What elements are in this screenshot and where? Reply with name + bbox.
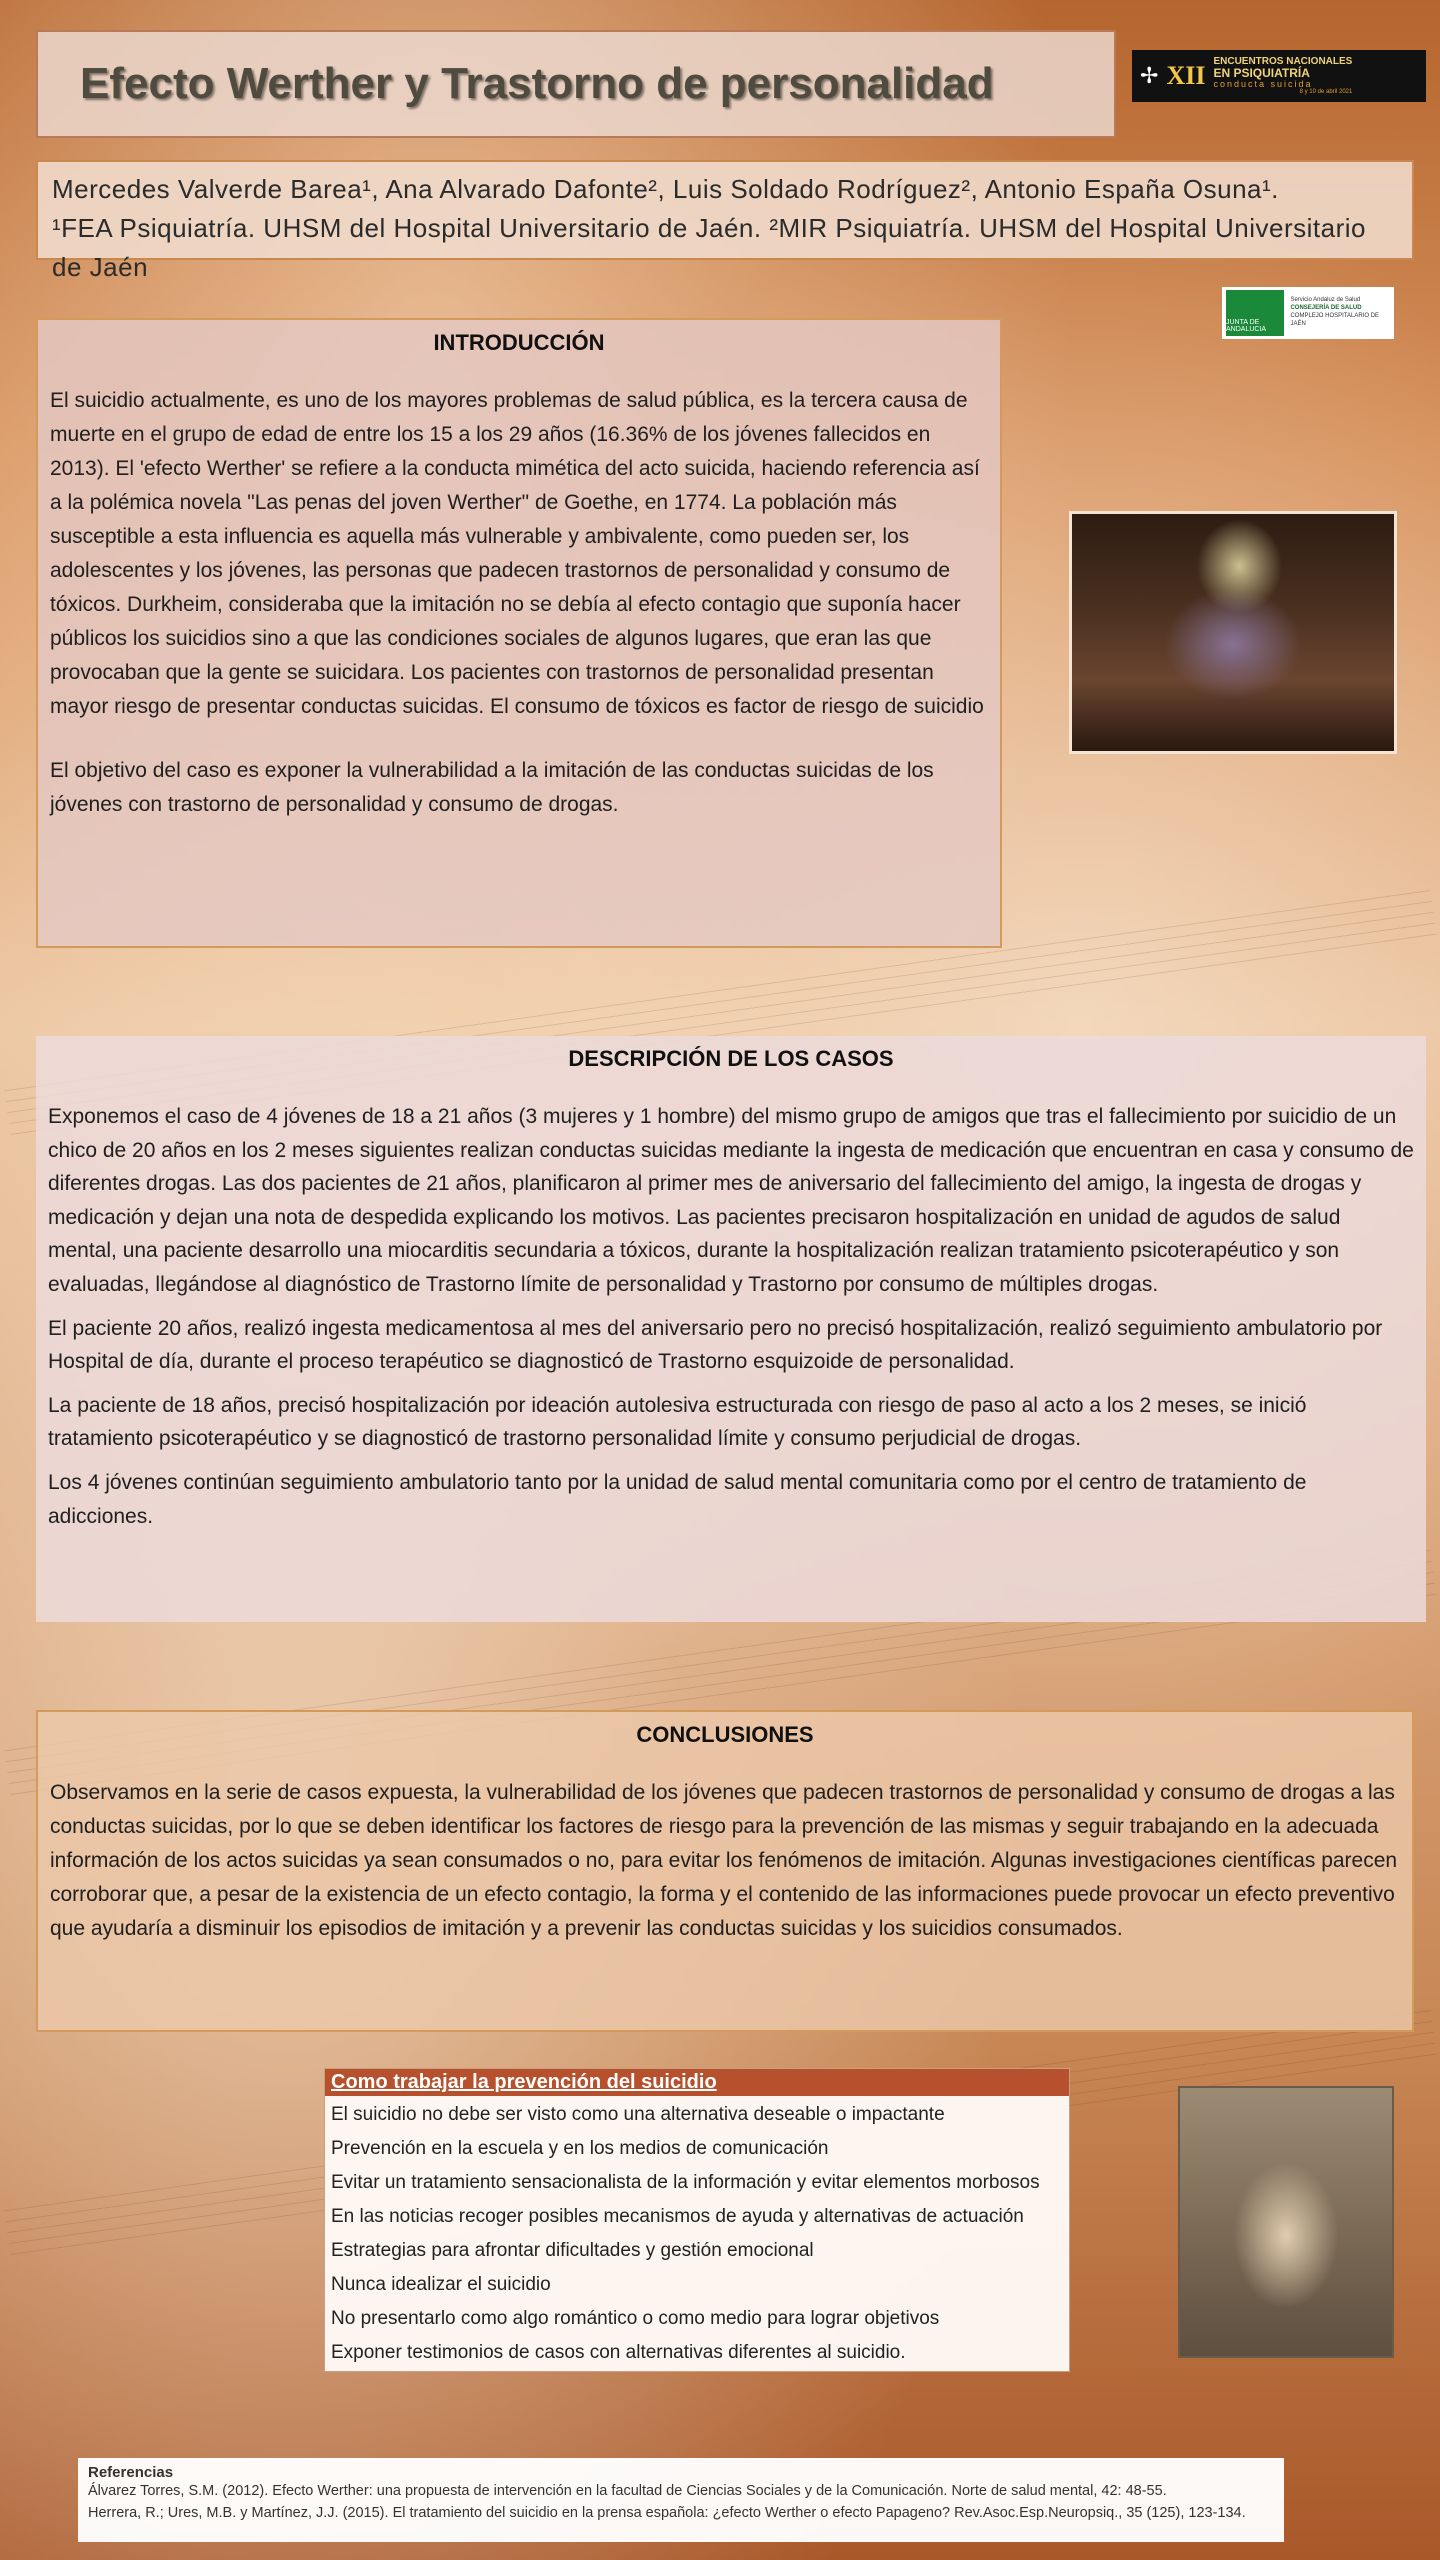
conclusions-section <box>36 1710 1414 2032</box>
cases-paragraph: Exponemos el caso de 4 jóvenes de 18 a 21 años (3 mujeres y 1 hombre) del mismo grupo de amigos que tras el fallecimiento por suicidio de un chico de 20 años en los 2 meses siguientes realizan conductas suicidas mediante la ingesta de medicación que encuentran en casa y consumo de diferentes drogas. Las dos pacientes de 21 años, planificaron al primer mes de aniversario del fallecimiento del amigo, la ingesta de drogas y medicación y dejan una nota de despedida explicando los motivos. Las pacientes precisaron hospitalización en unidad de agudos de salud mental, una paciente desarrollo una miocarditis secundaria a tóxicos, durante la hospitalización realizan tratamiento psicoterapéutico y son evaluadas, llegándose al diagnóstico de Trastorno límite de personalidad y Trastorno por consumo de múltiples drogas. <box>48 1105 1414 1296</box>
list-item: Nunca idealizar el suicidio <box>331 2274 551 2295</box>
conclusions-heading: CONCLUSIONES <box>636 1722 814 1747</box>
congress-logo-line2: EN PSIQUIATRÍA <box>1213 66 1310 81</box>
werther-lotte-painting <box>1178 2086 1394 2358</box>
page-title: Efecto Werther y Trastorno de personalidad <box>80 59 994 108</box>
congress-logo-roman: XII <box>1166 61 1206 90</box>
intro-paragraph: El suicidio actualmente, es uno de los mayores problemas de salud pública, es la tercera causa de muerte en el grupo de edad de entre los 15 a los 29 años (16.36% de los jóvenes fallecidos en 2013). El 'efecto Werther' se refiere a la conducta mimética del acto suicida, haciendo referencia así a la polémica novela "Las penas del joven Werther" de Goethe, en 1774. La población más susceptible a esta influencia es aquella más vulnerable y ambivalente, como pueden ser, los adolescentes y los jóvenes, las personas que padecen trastornos de personalidad y consumo de tóxicos. Durkheim, consideraba que la imitación no se debía al efecto contagio que suponía hacer públicos los suicidios sino a que las condiciones sociales de algunos lugares, que eran las que provocaban que la gente se suicidara. Los pacientes con trastornos de personalidad presentan mayor riesgo de presentar conductas suicidas. El consumo de tóxicos es factor de riesgo de suicidio <box>50 389 984 719</box>
prevention-box <box>324 2068 1070 2372</box>
reference-item: Herrera, R.; Ures, M.B. y Martínez, J.J. (2015). El tratamiento del suicidio en la prensa española: ¿efecto Werther o efecto Papageno? Rev.Asoc.Esp.Neuropsiq., 35 (125), 123-134. <box>88 2504 1246 2521</box>
reference-item: Álvarez Torres, S.M. (2012). Efecto Werther: una propuesta de intervención en la facultad de Ciencias Sociales y de la Comunicación. Norte de salud mental, 42: 48-55. <box>88 2483 1167 2499</box>
conclusions-paragraph: Observamos en la serie de casos expuesta, la vulnerabilidad de los jóvenes que padecen trastornos de personalidad y consumo de drogas a las conductas suicidas, por lo que se deben identificar los factores de riesgo para la prevención de las mismas y seguir trabajando en la adecuada información de los actos suicidas ya sean consumados o no, para evitar los fenómenos de imitación. Algunas investigaciones científicas parecen corroborar que, a pesar de la existencia de un efecto contagio, la forma y el contenido de las informaciones puede provocar un efecto preventivo que ayudaría a disminuir los episodios de imitación y a prevenir las conductas suicidas y los suicidios consumados. <box>50 1781 1398 1941</box>
intro-section <box>36 318 1002 948</box>
title-banner <box>36 30 1116 138</box>
cases-paragraph: La paciente de 18 años, precisó hospitalización por ideación autolesiva estructurada con riesgo de paso al acto a los 2 meses, se inició tratamiento psicoterapéutico y se diagnosticó de trastorno personalidad límite y consumo perjudicial de drogas. <box>48 1393 1307 1451</box>
junta-logo-text <box>1290 297 1390 328</box>
junta-logo-line2: CONSEJERÍA DE SALUD <box>1290 305 1362 312</box>
references-box <box>78 2458 1284 2542</box>
intro-objective: El objetivo del caso es exponer la vulnerabilidad a la imitación de las conductas suicidas de los jóvenes con trastorno de personalidad y consumo de drogas. <box>50 759 934 817</box>
intro-heading: INTRODUCCIÓN <box>433 330 605 355</box>
congress-logo-text <box>1213 57 1352 96</box>
references-heading: Referencias <box>88 2464 174 2481</box>
list-item: Prevención en la escuela y en los medios de comunicación <box>331 2138 829 2159</box>
junta-logo <box>1222 287 1394 339</box>
list-item: Evitar un tratamiento sensacionalista de la información y evitar elementos morbosos <box>331 2172 1040 2193</box>
cases-section <box>36 1036 1426 1622</box>
prevention-heading: Como trabajar la prevención del suicidio <box>325 2069 1069 2096</box>
arrows-icon: ✢ <box>1140 63 1159 89</box>
congress-logo-line4: 8 y 10 de abril 2021 <box>1299 89 1353 96</box>
cases-paragraph: El paciente 20 años, realizó ingesta medicamentosa al mes del aniversario pero no precisó hospitalización, realizó seguimiento ambulatorio por Hospital de día, durante el proceso terapéutico se diagnosticó de Trastorno esquizoide de personalidad. <box>48 1316 1383 1374</box>
authors-line: Mercedes Valverde Barea¹, Ana Alvarado Dafonte², Luis Soldado Rodríguez², Antonio España Osuna¹. <box>52 174 1279 204</box>
prevention-list <box>325 2096 1069 2372</box>
list-item: Estrategias para afrontar dificultades y gestión emocional <box>331 2240 814 2261</box>
junta-logo-line3: COMPLEJO HOSPITALARIO DE JAÉN <box>1290 313 1380 327</box>
cases-heading: DESCRIPCIÓN DE LOS CASOS <box>568 1046 894 1071</box>
list-item: En las noticias recoger posibles mecanismos de ayuda y alternativas de actuación <box>331 2206 1024 2227</box>
junta-emblem: JUNTA DE ANDALUCIA <box>1226 290 1284 336</box>
cases-paragraph: Los 4 jóvenes continúan seguimiento ambulatorio tanto por la unidad de salud mental comunitaria como por el centro de tratamiento de adicciones. <box>48 1470 1307 1528</box>
list-item: No presentarlo como algo romántico o como medio para lograr objetivos <box>331 2308 940 2329</box>
list-item: El suicidio no debe ser visto como una alternativa deseable o impactante <box>331 2104 945 2125</box>
affiliations-line: ¹FEA Psiquiatría. UHSM del Hospital Universitario de Jaén. ²MIR Psiquiatría. UHSM del Hospital Universitario de Jaén <box>52 213 1366 282</box>
list-item: Exponer testimonios de casos con alternativas diferentes al suicidio. <box>331 2342 906 2363</box>
congress-logo <box>1132 50 1426 102</box>
congress-logo-line3: conducta suicida <box>1213 78 1313 89</box>
junta-logo-line1: Servicio Andaluz de Salud <box>1290 297 1361 304</box>
werther-painting <box>1069 511 1397 754</box>
congress-logo-line1: ENCUENTROS NACIONALES <box>1213 55 1353 67</box>
authors-box <box>36 160 1414 282</box>
